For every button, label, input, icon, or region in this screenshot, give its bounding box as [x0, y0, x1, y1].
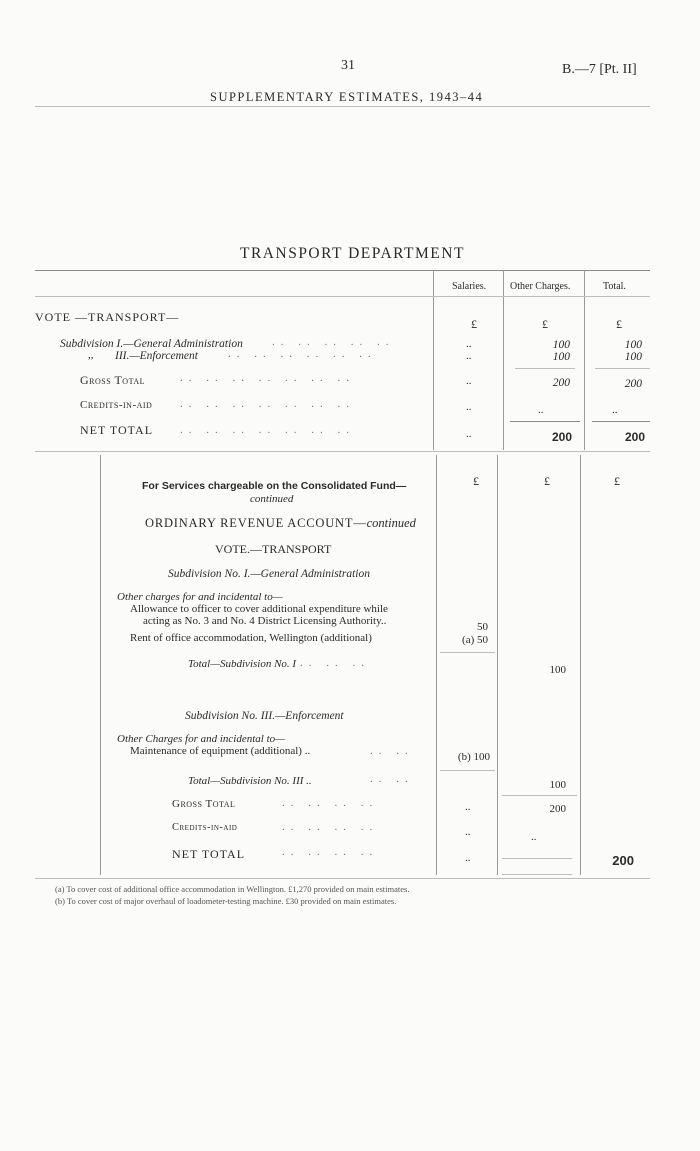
summary-net-leader: .. .. .. .. .. .. ..: [180, 424, 355, 436]
column-header-rule: [35, 296, 650, 297]
summary-gross-label: Gross Total: [80, 373, 145, 387]
summary-net-rule-total: [592, 421, 650, 422]
detail-gross-label: Gross Total: [172, 798, 236, 810]
summary-subtotal-rule-total: [595, 368, 650, 369]
detail-net-salaries: ..: [465, 852, 471, 864]
detail-sub1-total-leader: .. .. ..: [300, 657, 370, 669]
summary-net-label: NET TOTAL: [80, 423, 154, 437]
detail-credits-leader: .. .. .. ..: [282, 821, 379, 833]
detail-net-label: NET TOTAL: [172, 847, 246, 861]
account-heading-text: ORDINARY REVENUE ACCOUNT—: [145, 516, 367, 530]
detail-item3: Maintenance of equipment (additional) ..: [130, 745, 311, 757]
column-header-total: Total.: [603, 281, 626, 292]
summary-net-total: 200: [624, 430, 645, 444]
detail-item2: Rent of office accommodation, Wellington (additional): [130, 632, 372, 644]
summary-currency-salaries: £: [471, 317, 477, 331]
detail-credits-other: ..: [531, 831, 537, 843]
detail-item2-rule: [440, 652, 495, 653]
department-title: TRANSPORT DEPARTMENT: [240, 245, 465, 262]
summary-sub1-leader: .. .. .. .. ..: [272, 336, 395, 348]
summary-subtotal-rule-other: [515, 368, 575, 369]
summary-sub1-total: 100: [624, 339, 642, 351]
summary-net-other: 200: [551, 430, 572, 444]
detail-item3-amount: (b) 100: [457, 751, 490, 763]
summary-credits-total: ..: [612, 404, 618, 416]
running-title: SUPPLEMENTARY ESTIMATES, 1943–44: [210, 90, 484, 104]
table-top-rule: [35, 270, 650, 271]
detail-vote: VOTE.—TRANSPORT: [215, 542, 332, 556]
summary-sub3-leader: .. .. .. .. .. ..: [228, 348, 377, 360]
summary-credits-label: Credits-in-aid: [80, 399, 153, 411]
summary-sub3-label: III.—Enforcement: [115, 350, 198, 362]
summary-sub3-prefix: ,,: [88, 349, 94, 361]
summary-net-salaries: ..: [466, 428, 472, 440]
detail-currency-other: £: [544, 474, 550, 488]
footnote-rule: [35, 878, 650, 879]
document-reference: B.—7 [Pt. II]: [562, 62, 637, 77]
detail-net-leader: .. .. .. ..: [282, 846, 379, 858]
summary-col-rule-2: [503, 270, 504, 450]
detail-sub1-other-heading: Other charges for and incidental to—: [117, 591, 283, 603]
header-rule: [35, 106, 650, 107]
column-header-salaries: Salaries.: [452, 281, 487, 292]
detail-net-rule-upper: [502, 858, 572, 859]
account-heading: [145, 516, 416, 531]
summary-currency-total: £: [616, 317, 622, 331]
detail-sub3-other-heading: Other Charges for and incidental to—: [117, 733, 285, 745]
detail-item3-rule: [440, 770, 495, 771]
summary-credits-other: ..: [538, 404, 544, 416]
detail-heading: For Services chargeable on the Consolidated Fund—: [142, 480, 407, 492]
detail-sub1-total-label: Total—Subdivision No. I: [188, 658, 297, 670]
detail-col-rule-3: [580, 455, 581, 875]
detail-credits-label: Credits-in-aid: [172, 822, 238, 833]
summary-currency-other: £: [542, 317, 548, 331]
detail-left-rule: [100, 455, 101, 875]
summary-sub1-label: Subdivision I.—General Administration: [60, 338, 243, 350]
detail-currency-salaries: £: [473, 474, 479, 488]
detail-sub3-total-amount: 100: [549, 779, 566, 791]
detail-sub3-total-label: Total—Subdivision No. III ..: [188, 775, 312, 787]
summary-gross-other: 200: [552, 377, 570, 389]
footnote-a: (a) To cover cost of additional office accommodation in Wellington. £1,270 provided on main estimates.: [55, 884, 410, 894]
detail-sub3-total-leader: .. ..: [370, 773, 414, 785]
detail-sub1-total-amount: 100: [549, 664, 566, 676]
detail-sub3-heading: Subdivision No. III.—Enforcement: [185, 710, 344, 722]
summary-gross-total: 200: [624, 378, 642, 390]
detail-gross-other: 200: [549, 803, 566, 815]
detail-net-total: 200: [612, 853, 634, 868]
detail-subtotal-rule: [502, 795, 577, 796]
footnote-b: (b) To cover cost of major overhaul of loadometer-testing machine. £30 provided on main estimates.: [55, 896, 397, 906]
summary-credits-leader: .. .. .. .. .. .. ..: [180, 398, 355, 410]
detail-heading-continued: continued: [250, 493, 294, 505]
detail-col-rule-1: [436, 455, 437, 875]
summary-gross-salaries: ..: [466, 375, 472, 387]
detail-item3-leader: .. ..: [370, 745, 414, 757]
vote-label: VOTE —TRANSPORT—: [35, 310, 180, 324]
summary-bottom-rule: [35, 451, 650, 452]
column-header-other-charges: Other Charges.: [510, 281, 571, 292]
summary-sub3-total: 100: [624, 351, 642, 363]
detail-currency-total: £: [614, 474, 620, 488]
summary-col-rule-1: [433, 270, 434, 450]
summary-sub3-salaries: ..: [466, 350, 472, 362]
detail-item2-amount: (a) 50: [462, 634, 488, 646]
detail-item1-amount: 50: [477, 621, 488, 633]
summary-net-rule-other: [510, 421, 580, 422]
detail-gross-leader: .. .. .. ..: [282, 797, 379, 809]
summary-sub1-salaries: ..: [466, 338, 472, 350]
detail-item1-line1: Allowance to officer to cover additional expenditure while: [130, 603, 388, 615]
detail-net-rule-lower: [502, 874, 572, 875]
summary-gross-leader: .. .. .. .. .. .. ..: [180, 372, 355, 384]
summary-col-rule-3: [584, 270, 585, 450]
summary-sub1-other: 100: [552, 339, 570, 351]
detail-item1-line2: acting as No. 3 and No. 4 District Licensing Authority..: [143, 615, 387, 627]
summary-credits-salaries: ..: [466, 401, 472, 413]
summary-sub3-other: 100: [552, 351, 570, 363]
detail-credits-salaries: ..: [465, 826, 471, 838]
page-number: 31: [341, 58, 355, 73]
detail-gross-salaries: ..: [465, 801, 471, 813]
detail-col-rule-2: [497, 455, 498, 875]
account-heading-continued: continued: [366, 516, 416, 530]
detail-sub1-heading: Subdivision No. I.—General Administration: [168, 568, 370, 580]
